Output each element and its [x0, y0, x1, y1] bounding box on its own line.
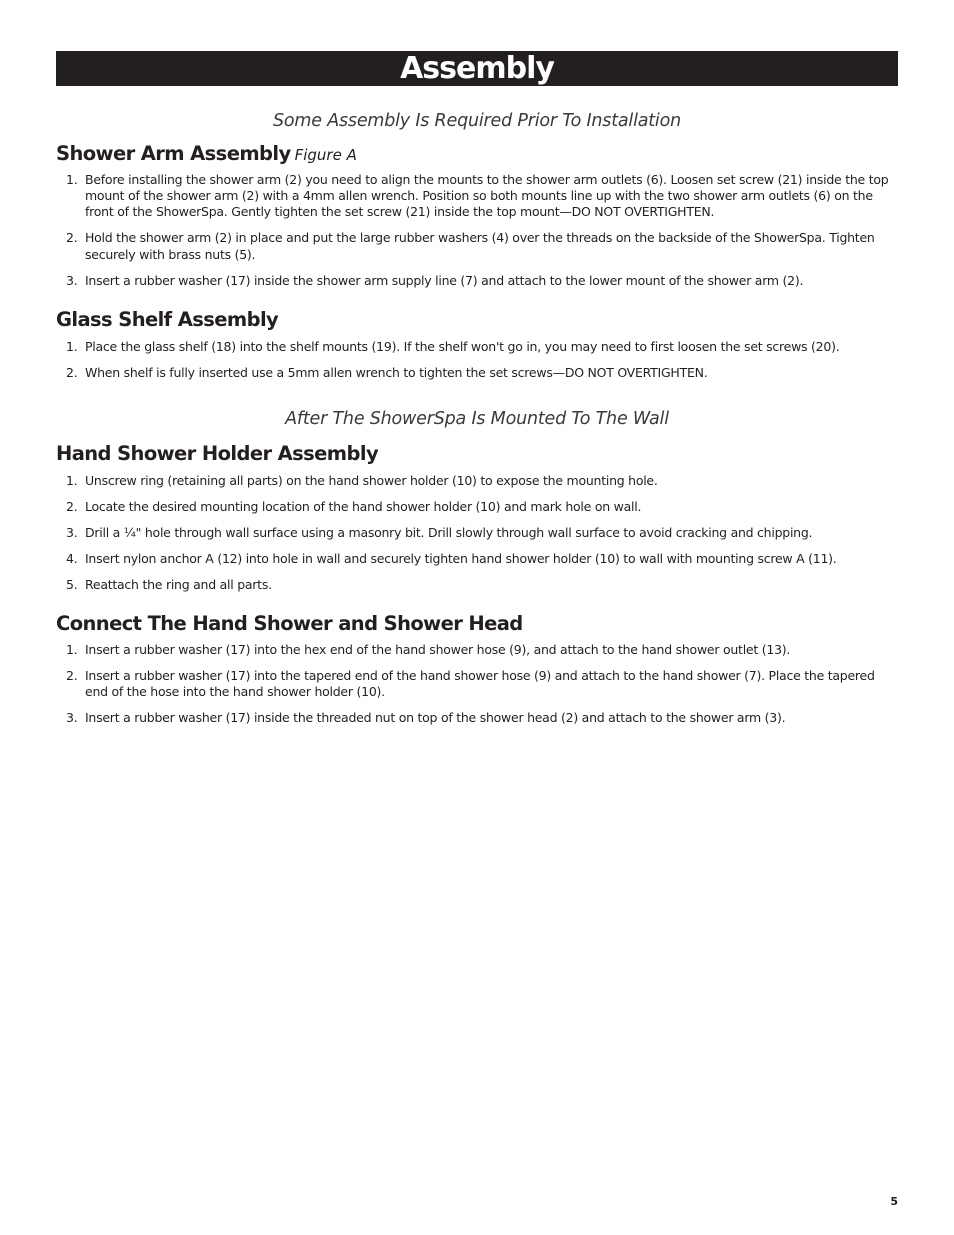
step-number: 2. [66, 365, 78, 380]
list-item [56, 473, 898, 489]
section-heading-hand-shower-holder: Hand Shower Holder Assembly [56, 442, 379, 465]
step-text: Insert a rubber washer (17) into the hex end of the hand shower hose (9), and attach to the hand shower outlet (13). [85, 642, 791, 657]
step-text: Insert a rubber washer (17) inside the threaded nut on top of the shower head (2) and attach to the shower arm (3). [85, 710, 786, 726]
list-item [56, 525, 898, 541]
step-text: Insert a rubber washer (17) inside the shower arm supply line (7) and attach to the lower mount of the shower arm (2). [85, 272, 804, 288]
list-item [56, 499, 898, 515]
list-item [56, 668, 898, 700]
section-heading-shower-arm [56, 142, 357, 165]
list-item [56, 365, 898, 381]
list-item [56, 273, 898, 289]
step-number: 3. [66, 525, 78, 540]
subheading-prior-installation: Some Assembly Is Required Prior To Installation [273, 111, 681, 131]
list-item [56, 551, 898, 567]
page-number: 5 [890, 1195, 898, 1208]
shower-arm-heading-text: Shower Arm Assembly [56, 142, 291, 165]
step-text: Insert nylon anchor A (12) into hole in wall and securely tighten hand shower holder (10) to wall with mounting screw A (11). [85, 551, 837, 566]
step-text: Drill a ¼" hole through wall surface using a masonry bit. Drill slowly through wall surface to avoid cracking and chipping. [85, 525, 813, 540]
step-number: 2. [66, 230, 78, 246]
step-number: 1. [66, 172, 78, 187]
figure-reference: Figure A [294, 146, 357, 164]
step-text: Insert a rubber washer (17) into the tapered end of the hand shower hose (9) and attach to the hand shower (7). Place the tapered end of the hose into the hand shower holder (10). [85, 668, 875, 700]
step-number: 4. [66, 551, 78, 566]
step-text: Locate the desired mounting location of the hand shower holder (10) and mark hole on wall. [85, 499, 642, 514]
glass-shelf-steps [56, 339, 898, 391]
step-text: When shelf is fully inserted use a 5mm allen wrench to tighten the set screws—DO NOT OVERTIGHTEN. [85, 365, 708, 380]
step-number: 3. [66, 272, 78, 288]
step-number: 2. [66, 499, 78, 514]
step-number: 1. [66, 642, 78, 657]
list-item [56, 577, 898, 593]
section-heading-connect: Connect The Hand Shower and Shower Head [56, 612, 523, 635]
step-text: Unscrew ring (retaining all parts) on the hand shower holder (10) to expose the mounting hole. [85, 473, 658, 488]
list-item [56, 230, 898, 262]
section-heading-glass-shelf: Glass Shelf Assembly [56, 308, 279, 331]
step-number: 1. [66, 339, 78, 354]
shower-arm-steps [56, 172, 898, 299]
connect-steps [56, 642, 898, 736]
step-text: Before installing the shower arm (2) you need to align the mounts to the shower arm outlets (6). Loosen set screw (21) inside the top mount of the shower arm (2) with a 4mm allen wrench. Position so both mounts line up with the two shower arm outlets (6) on the front of the ShowerSpa. Gently tighten the set screw (21) inside the top mount—DO NOT OVERTIGHTEN. [85, 172, 889, 220]
step-text: Reattach the ring and all parts. [85, 577, 272, 592]
page-title: Assembly [56, 51, 898, 86]
step-text: Place the glass shelf (18) into the shelf mounts (19). If the shelf won't go in, you may need to first loosen the set screws (20). [85, 339, 840, 354]
step-number: 2. [66, 668, 78, 683]
list-item [56, 339, 898, 355]
list-item [56, 710, 898, 726]
subheading-after-mounting: After The ShowerSpa Is Mounted To The Wall [285, 409, 669, 429]
list-item [56, 642, 898, 658]
step-number: 5. [66, 577, 78, 592]
list-item [56, 172, 898, 221]
step-number: 1. [66, 473, 78, 488]
step-text: Hold the shower arm (2) in place and put the large rubber washers (4) over the threads on the backside of the ShowerSpa. Tighten securely with brass nuts (5). [85, 230, 875, 262]
hand-shower-holder-steps [56, 473, 898, 603]
step-number: 3. [66, 710, 78, 726]
